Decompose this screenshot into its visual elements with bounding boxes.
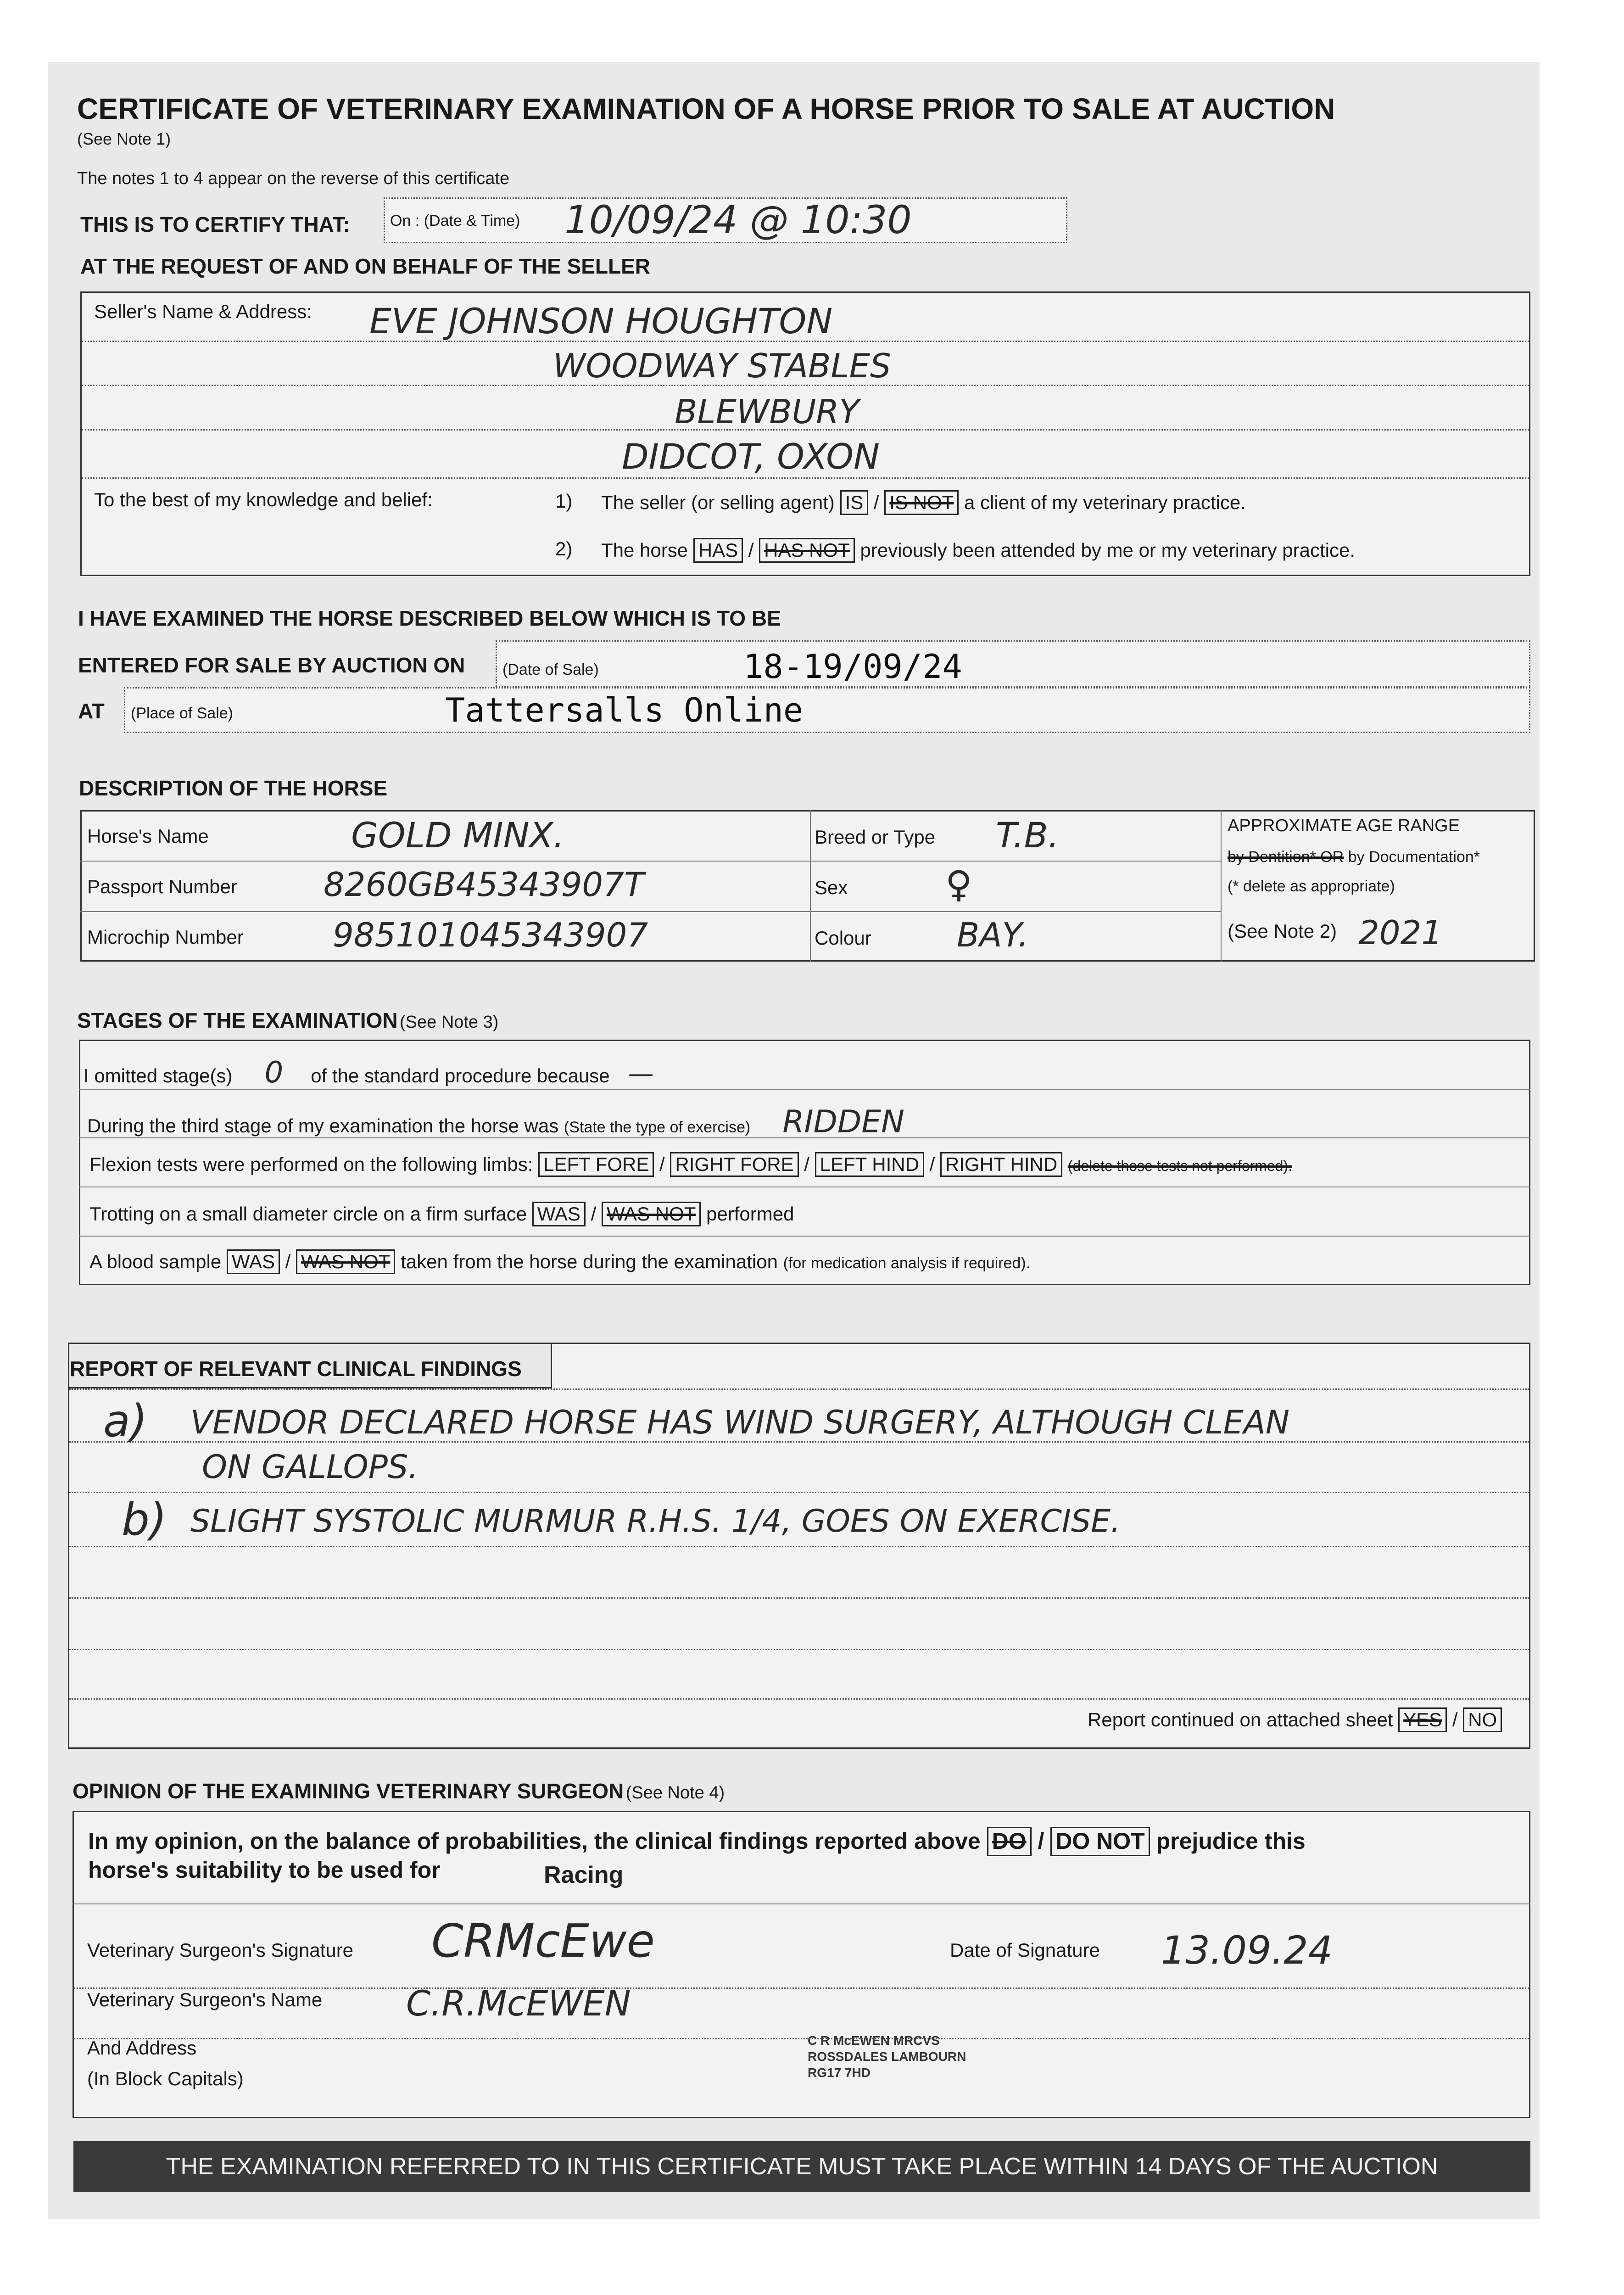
report-continued-row: Report continued on attached sheet YES / NO [1088, 1707, 1502, 1732]
finding-a-marker: a) [103, 1395, 148, 1447]
seller-line-4 [82, 477, 1529, 479]
third-stage-pre: During the third stage of my examination the horse was [87, 1115, 559, 1136]
date-of-sale-label: (Date of Sale) [502, 661, 599, 678]
seller-address-2: BLEWBURY [675, 392, 859, 431]
item2-post: previously been attended by me or my veterinary practice. [860, 539, 1356, 561]
blood-was-not-option[interactable]: WAS NOT [296, 1249, 395, 1274]
page-title: CERTIFICATE OF VETERINARY EXAMINATION OF A HORSE PRIOR TO SALE AT AUCTION [77, 92, 1335, 125]
report-line-0 [69, 1388, 1529, 1390]
stages-row-4 [79, 1236, 1530, 1237]
age-heading: APPROXIMATE AGE RANGE [1228, 816, 1460, 835]
third-stage-value: RIDDEN [782, 1104, 905, 1140]
item2-pre: The horse [601, 539, 688, 561]
report-line-6 [69, 1698, 1529, 1700]
microchip-label: Microchip Number [87, 926, 244, 948]
flexion-post: (delete those tests not performed). [1067, 1158, 1292, 1174]
trotting-pre: Trotting on a small diameter circle on a firm surface [89, 1203, 527, 1225]
report-line-4 [69, 1597, 1529, 1599]
examined-label: I HAVE EXAMINED THE HORSE DESCRIBED BELOW WHICH IS TO BE [78, 606, 781, 630]
age-by-dentition: by Dentition* OR [1228, 848, 1344, 866]
breed-label: Breed or Type [815, 826, 936, 848]
breed-value: T.B. [996, 815, 1059, 856]
knowledge-item-2-num: 2) [555, 538, 573, 560]
sex-label: Sex [815, 877, 848, 898]
colour-value: BAY. [957, 916, 1029, 954]
do-not-option[interactable]: DO NOT [1050, 1827, 1150, 1856]
seller-name: EVE JOHNSON HOUGHTON [369, 301, 833, 341]
opinion-pre: In my opinion, on the balance of probabilities, the clinical findings reported above [88, 1828, 981, 1854]
desc-row-1 [80, 861, 1221, 862]
age-by-documentation: by Documentation* [1348, 848, 1480, 866]
opinion-line-2-text: horse's suitability to be used for [88, 1857, 441, 1883]
place-of-sale-label: (Place of Sale) [131, 705, 233, 722]
seller-address-3: DIDCOT, OXON [622, 436, 880, 477]
finding-b-line-1: SLIGHT SYSTOLIC MURMUR R.H.S. 1/4, GOES ON EXERCISE. [190, 1503, 1121, 1539]
age-method [1228, 848, 1480, 866]
desc-col-2 [1221, 810, 1222, 962]
omitted-row [84, 1056, 654, 1090]
date-of-signature-value: 13.09.24 [1161, 1928, 1333, 1973]
date-of-sale-field[interactable] [496, 640, 1530, 687]
place-of-sale-field[interactable] [124, 687, 1530, 733]
right-hind-option[interactable]: RIGHT HIND [940, 1152, 1062, 1177]
age-value: 2021 [1358, 913, 1443, 952]
opinion-note: (See Note 4) [625, 1783, 725, 1802]
stages-heading [77, 1008, 498, 1033]
horse-name-label: Horse's Name [87, 825, 209, 847]
knowledge-item-1: The seller (or selling agent) IS / IS NOT a client of my veterinary practice. [601, 490, 1246, 515]
report-line-3 [69, 1546, 1529, 1547]
opinion-divider [73, 1903, 1530, 1904]
use-value: Racing [544, 1862, 624, 1888]
opinion-title: OPINION OF THE EXAMINING VETERINARY SURGEON [73, 1779, 624, 1803]
finding-a-line-1: VENDOR DECLARED HORSE HAS WIND SURGERY, ALTHOUGH CLEAN [190, 1404, 1290, 1441]
continued-no-option[interactable]: NO [1463, 1707, 1502, 1732]
entered-label: ENTERED FOR SALE BY AUCTION ON [78, 653, 465, 677]
microchip-value: 985101045343907 [333, 916, 648, 954]
age-delete-note: (* delete as appropriate) [1228, 878, 1395, 895]
item1-post: a client of my veterinary practice. [964, 492, 1246, 513]
passport-value: 8260GB45343907T [324, 865, 644, 904]
vet-name-value: C.R.McEWEN [406, 1983, 631, 2024]
stages-title: STAGES OF THE EXAMINATION [77, 1008, 398, 1032]
continued-yes-option[interactable]: YES [1398, 1707, 1447, 1732]
report-heading: REPORT OF RELEVANT CLINICAL FINDINGS [70, 1357, 522, 1381]
seller-label: Seller's Name & Address: [94, 301, 312, 322]
opinion-post: prejudice this [1156, 1828, 1306, 1854]
address-block-capitals-label: (In Block Capitals) [87, 2068, 244, 2089]
knowledge-label: To the best of my knowledge and belief: [94, 489, 433, 510]
omitted-pre: I omitted stage(s) [84, 1065, 233, 1086]
has-option[interactable]: HAS [693, 538, 743, 563]
stages-note: (See Note 3) [400, 1013, 499, 1032]
footer-text: THE EXAMINATION REFERRED TO IN THIS CERTIFICATE MUST TAKE PLACE WITHIN 14 DAYS OF THE AUCTION [166, 2153, 1438, 2180]
item1-pre: The seller (or selling agent) [601, 492, 835, 513]
age-see-note: (See Note 2) [1228, 920, 1337, 942]
description-heading: DESCRIPTION OF THE HORSE [79, 776, 388, 800]
blood-was-option[interactable]: WAS [227, 1249, 280, 1274]
flexion-row: Flexion tests were performed on the following limbs: LEFT FORE / RIGHT FORE / LEFT HIND / RIGHT HIND (delete those tests not performed). [89, 1152, 1292, 1177]
opinion-line-1-text: In my opinion, on the balance of probabilities, the clinical findings reported above DO / DO NOT prejudice this [88, 1827, 1306, 1856]
stamp-line-3: RG17 7HD [808, 2066, 871, 2080]
horse-name-value: GOLD MINX. [351, 815, 564, 856]
seller-address-1: WOODWAY STABLES [553, 347, 891, 385]
desc-row-2 [80, 911, 1221, 912]
trotting-row: Trotting on a small diameter circle on a firm surface WAS / WAS NOT performed [89, 1202, 794, 1226]
is-not-option[interactable]: IS NOT [884, 490, 959, 515]
colour-label: Colour [815, 927, 871, 949]
left-fore-option[interactable]: LEFT FORE [538, 1152, 654, 1177]
address-label: And Address [87, 2037, 197, 2059]
blood-pre: A blood sample [89, 1251, 222, 1272]
certify-label: THIS IS TO CERTIFY THAT: [80, 213, 350, 236]
has-not-option[interactable]: HAS NOT [759, 538, 855, 563]
stamp-line-2: ROSSDALES LAMBOURN [808, 2049, 966, 2064]
notes-line: The notes 1 to 4 appear on the reverse of this certificate [77, 169, 510, 188]
vet-name-label: Veterinary Surgeon's Name [87, 1989, 323, 2010]
stamp-line-1: C R McEWEN MRCVS [808, 2033, 940, 2048]
opinion-heading [73, 1779, 725, 1803]
trot-was-not-option[interactable]: WAS NOT [602, 1202, 701, 1226]
signature-value: CRMcEwe [431, 1914, 655, 1968]
finding-a-line-2: ON GALLOPS. [202, 1448, 419, 1486]
blood-row: A blood sample WAS / WAS NOT taken from the horse during the examination (for medication analysis if required). [89, 1249, 1030, 1274]
signature-label: Veterinary Surgeon's Signature [87, 1939, 354, 1961]
is-option[interactable]: IS [840, 490, 869, 515]
trotting-post: performed [706, 1203, 794, 1225]
date-of-sale-value: 18-19/09/24 [743, 647, 962, 686]
omitted-value: 0 [264, 1056, 284, 1090]
blood-note: (for medication analysis if required). [783, 1254, 1031, 1272]
do-option[interactable]: DO [987, 1827, 1032, 1856]
place-of-sale-value: Tattersalls Online [445, 691, 804, 729]
omitted-post: of the standard procedure because [311, 1065, 610, 1086]
at-label: AT [78, 699, 105, 723]
knowledge-item-2: The horse HAS / HAS NOT previously been attended by me or my veterinary practice. [601, 538, 1355, 563]
omitted-reason: — [628, 1059, 654, 1089]
request-label: AT THE REQUEST OF AND ON BEHALF OF THE SELLER [80, 254, 650, 278]
report-line-5 [69, 1649, 1529, 1650]
report-line-1 [69, 1441, 1529, 1443]
third-stage-note: (State the type of exercise) [564, 1119, 751, 1136]
finding-b-marker: b) [122, 1494, 167, 1545]
knowledge-item-1-num: 1) [555, 490, 573, 512]
on-label: On : (Date & Time) [390, 212, 520, 230]
report-continued-label: Report continued on attached sheet [1088, 1709, 1393, 1730]
on-value: 10/09/24 @ 10:30 [564, 197, 912, 242]
flexion-pre: Flexion tests were performed on the following limbs: [89, 1153, 533, 1175]
blood-post: taken from the horse during the examination [401, 1251, 778, 1272]
report-line-2 [69, 1492, 1529, 1493]
left-hind-option[interactable]: LEFT HIND [815, 1152, 924, 1177]
date-of-signature-label: Date of Signature [950, 1939, 1100, 1961]
opinion-line-2 [73, 2038, 1529, 2039]
passport-label: Passport Number [87, 876, 237, 897]
see-note-1: (See Note 1) [77, 129, 171, 148]
right-fore-option[interactable]: RIGHT FORE [670, 1152, 798, 1177]
trot-was-option[interactable]: WAS [532, 1202, 586, 1226]
sex-value: ♀ [945, 863, 972, 906]
third-stage-row [87, 1104, 904, 1140]
desc-col-1 [810, 810, 811, 962]
